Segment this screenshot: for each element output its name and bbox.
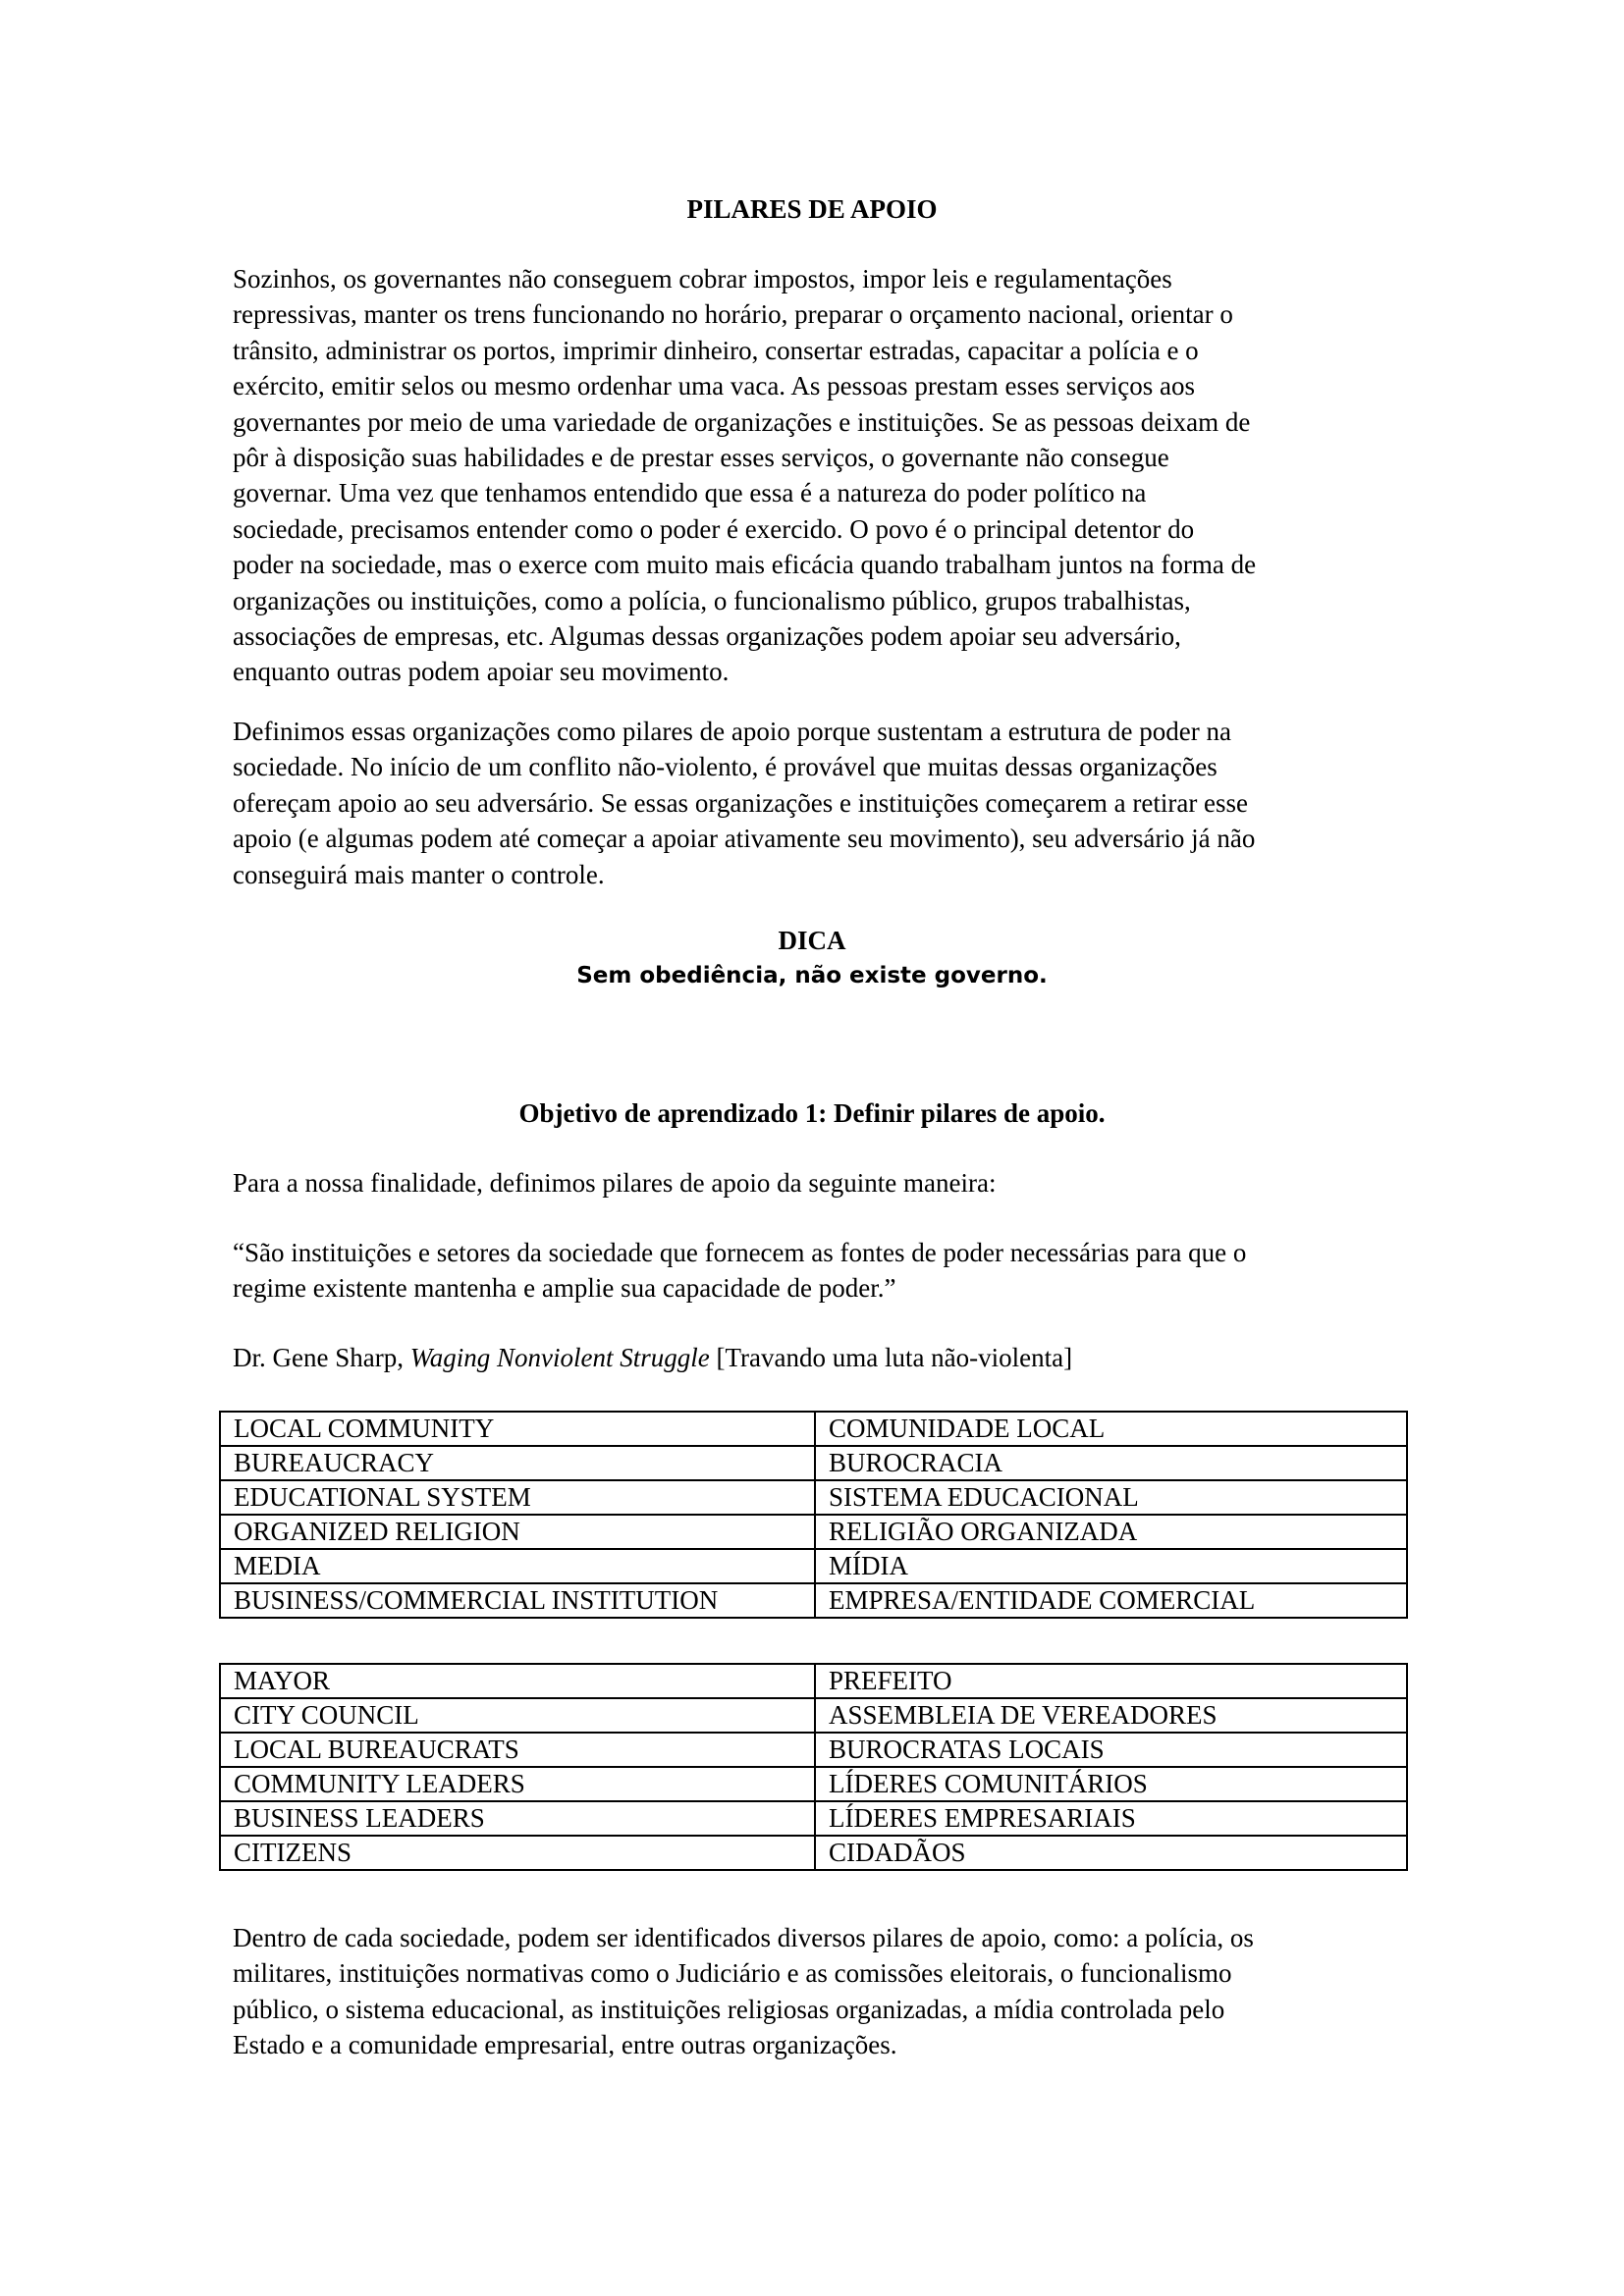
tip-text: Sem obediência, não existe governo. bbox=[576, 963, 1048, 988]
attribution-translation: [Travando uma luta não-violenta] bbox=[709, 1343, 1073, 1372]
paragraph-intro bbox=[233, 261, 1411, 690]
tip-heading: DICA bbox=[778, 926, 846, 955]
text-line: Definimos essas organizações como pilares de apoio porque sustentam a estrutura de poder na bbox=[233, 717, 1231, 746]
pillars-table-general bbox=[219, 1411, 1408, 1619]
table-cell-english: BUSINESS LEADERS bbox=[220, 1801, 815, 1836]
table-cell-portuguese: BUROCRATAS LOCAIS bbox=[815, 1733, 1407, 1767]
paragraph-closing bbox=[233, 1920, 1411, 2063]
table-cell-portuguese: RELIGIÃO ORGANIZADA bbox=[815, 1515, 1407, 1549]
table-row bbox=[220, 1801, 1407, 1836]
table-row bbox=[220, 1836, 1407, 1870]
text-line: trânsito, administrar os portos, imprimir dinheiro, consertar estradas, capacitar a polícia e o bbox=[233, 335, 1199, 365]
intro-text bbox=[233, 1165, 1411, 1201]
table-row bbox=[220, 1480, 1407, 1515]
table-cell-portuguese: CIDADÃOS bbox=[815, 1836, 1407, 1870]
text-line: regime existente mantenha e amplie sua capacidade de poder.” bbox=[233, 1273, 896, 1304]
table-row bbox=[220, 1549, 1407, 1583]
text-line: exército, emitir selos ou mesmo ordenhar uma vaca. As pessoas prestam esses serviços aos bbox=[233, 371, 1195, 401]
table-row bbox=[220, 1583, 1407, 1618]
table-cell-english: BUREAUCRACY bbox=[220, 1446, 815, 1480]
text-line: governantes por meio de uma variedade de organizações e instituições. Se as pessoas deixam de bbox=[233, 406, 1251, 437]
text-line: poder na sociedade, mas o exerce com muito mais eficácia quando trabalham juntos na forma de bbox=[233, 550, 1257, 580]
table-cell-portuguese: COMUNIDADE LOCAL bbox=[815, 1412, 1407, 1446]
paragraph-definition bbox=[233, 714, 1411, 892]
text-line: repressivas, manter os trens funcionando no horário, preparar o orçamento nacional, orientar o bbox=[233, 299, 1233, 330]
text-line: público, o sistema educacional, as instituições religiosas organizadas, a mídia controlada pelo bbox=[233, 1994, 1225, 2024]
table-cell-portuguese: EMPRESA/ENTIDADE COMERCIAL bbox=[815, 1583, 1407, 1618]
text-line: ofereçam apoio ao seu adversário. Se essas organizações e instituições começarem a retirar esse bbox=[233, 787, 1249, 818]
table-row bbox=[220, 1515, 1407, 1549]
table-cell-english: EDUCATIONAL SYSTEM bbox=[220, 1480, 815, 1515]
learning-objective-heading: Objetivo de aprendizado 1: Definir pilares de apoio. bbox=[518, 1098, 1106, 1128]
table-cell-english: MAYOR bbox=[220, 1664, 815, 1698]
pillars-table-local bbox=[219, 1663, 1408, 1871]
table-cell-english: BUSINESS/COMMERCIAL INSTITUTION bbox=[220, 1583, 815, 1618]
table-cell-portuguese: LÍDERES COMUNITÁRIOS bbox=[815, 1767, 1407, 1801]
table-cell-english: MEDIA bbox=[220, 1549, 815, 1583]
table-cell-portuguese: PREFEITO bbox=[815, 1664, 1407, 1698]
table-cell-english: ORGANIZED RELIGION bbox=[220, 1515, 815, 1549]
quote-attribution bbox=[233, 1340, 1411, 1375]
table-cell-english: CITIZENS bbox=[220, 1836, 815, 1870]
text-line: Estado e a comunidade empresarial, entre outras organizações. bbox=[233, 2030, 897, 2060]
text-line: militares, instituições normativas como o Judiciário e as comissões eleitorais, o funcionalismo bbox=[233, 1958, 1232, 1989]
text-line: enquanto outras podem apoiar seu movimento. bbox=[233, 657, 730, 687]
text-line: “São instituições e setores da sociedade que fornecem as fontes de poder necessárias para que o bbox=[233, 1238, 1247, 1267]
text-line: governar. Uma vez que tenhamos entendido que essa é a natureza do poder político na bbox=[233, 478, 1147, 508]
table-cell-portuguese: LÍDERES EMPRESARIAIS bbox=[815, 1801, 1407, 1836]
table-cell-portuguese: SISTEMA EDUCACIONAL bbox=[815, 1480, 1407, 1515]
text-line: pôr à disposição suas habilidades e de prestar esses serviços, o governante não consegue bbox=[233, 443, 1169, 473]
definition-quote bbox=[233, 1235, 1411, 1307]
text-line: sociedade, precisamos entender como o poder é exercido. O povo é o principal detentor do bbox=[233, 513, 1195, 544]
text-line: conseguirá mais manter o controle. bbox=[233, 859, 605, 889]
table-cell-portuguese: BUROCRACIA bbox=[815, 1446, 1407, 1480]
text-line: apoio (e algumas podem até começar a apoiar ativamente seu movimento), seu adversário já não bbox=[233, 824, 1256, 854]
attribution-book-title: Waging Nonviolent Struggle bbox=[409, 1343, 710, 1372]
table-cell-english: LOCAL COMMUNITY bbox=[220, 1412, 815, 1446]
text-line: organizações ou instituições, como a polícia, o funcionalismo público, grupos trabalhistas, bbox=[233, 585, 1191, 615]
text-line: Dentro de cada sociedade, podem ser identificados diversos pilares de apoio, como: a polícia, os bbox=[233, 1923, 1254, 1952]
table-cell-portuguese: MÍDIA bbox=[815, 1549, 1407, 1583]
table-row bbox=[220, 1446, 1407, 1480]
table-cell-english: LOCAL BUREAUCRATS bbox=[220, 1733, 815, 1767]
text-line: Para a nossa finalidade, definimos pilares de apoio da seguinte maneira: bbox=[233, 1168, 997, 1198]
document-title: PILARES DE APOIO bbox=[686, 194, 938, 224]
table-row bbox=[220, 1664, 1407, 1698]
text-line: associações de empresas, etc. Algumas dessas organizações podem apoiar seu adversário, bbox=[233, 621, 1181, 652]
text-line: sociedade. No início de um conflito não-violento, é provável que muitas dessas organizações bbox=[233, 752, 1218, 782]
table-row bbox=[220, 1767, 1407, 1801]
table-row bbox=[220, 1698, 1407, 1733]
attribution-author: Dr. Gene Sharp, bbox=[233, 1343, 410, 1372]
table-row bbox=[220, 1412, 1407, 1446]
table-cell-english: COMMUNITY LEADERS bbox=[220, 1767, 815, 1801]
text-line: Sozinhos, os governantes não conseguem cobrar impostos, impor leis e regulamentações bbox=[233, 264, 1172, 294]
table-cell-english: CITY COUNCIL bbox=[220, 1698, 815, 1733]
table-cell-portuguese: ASSEMBLEIA DE VEREADORES bbox=[815, 1698, 1407, 1733]
table-row bbox=[220, 1733, 1407, 1767]
